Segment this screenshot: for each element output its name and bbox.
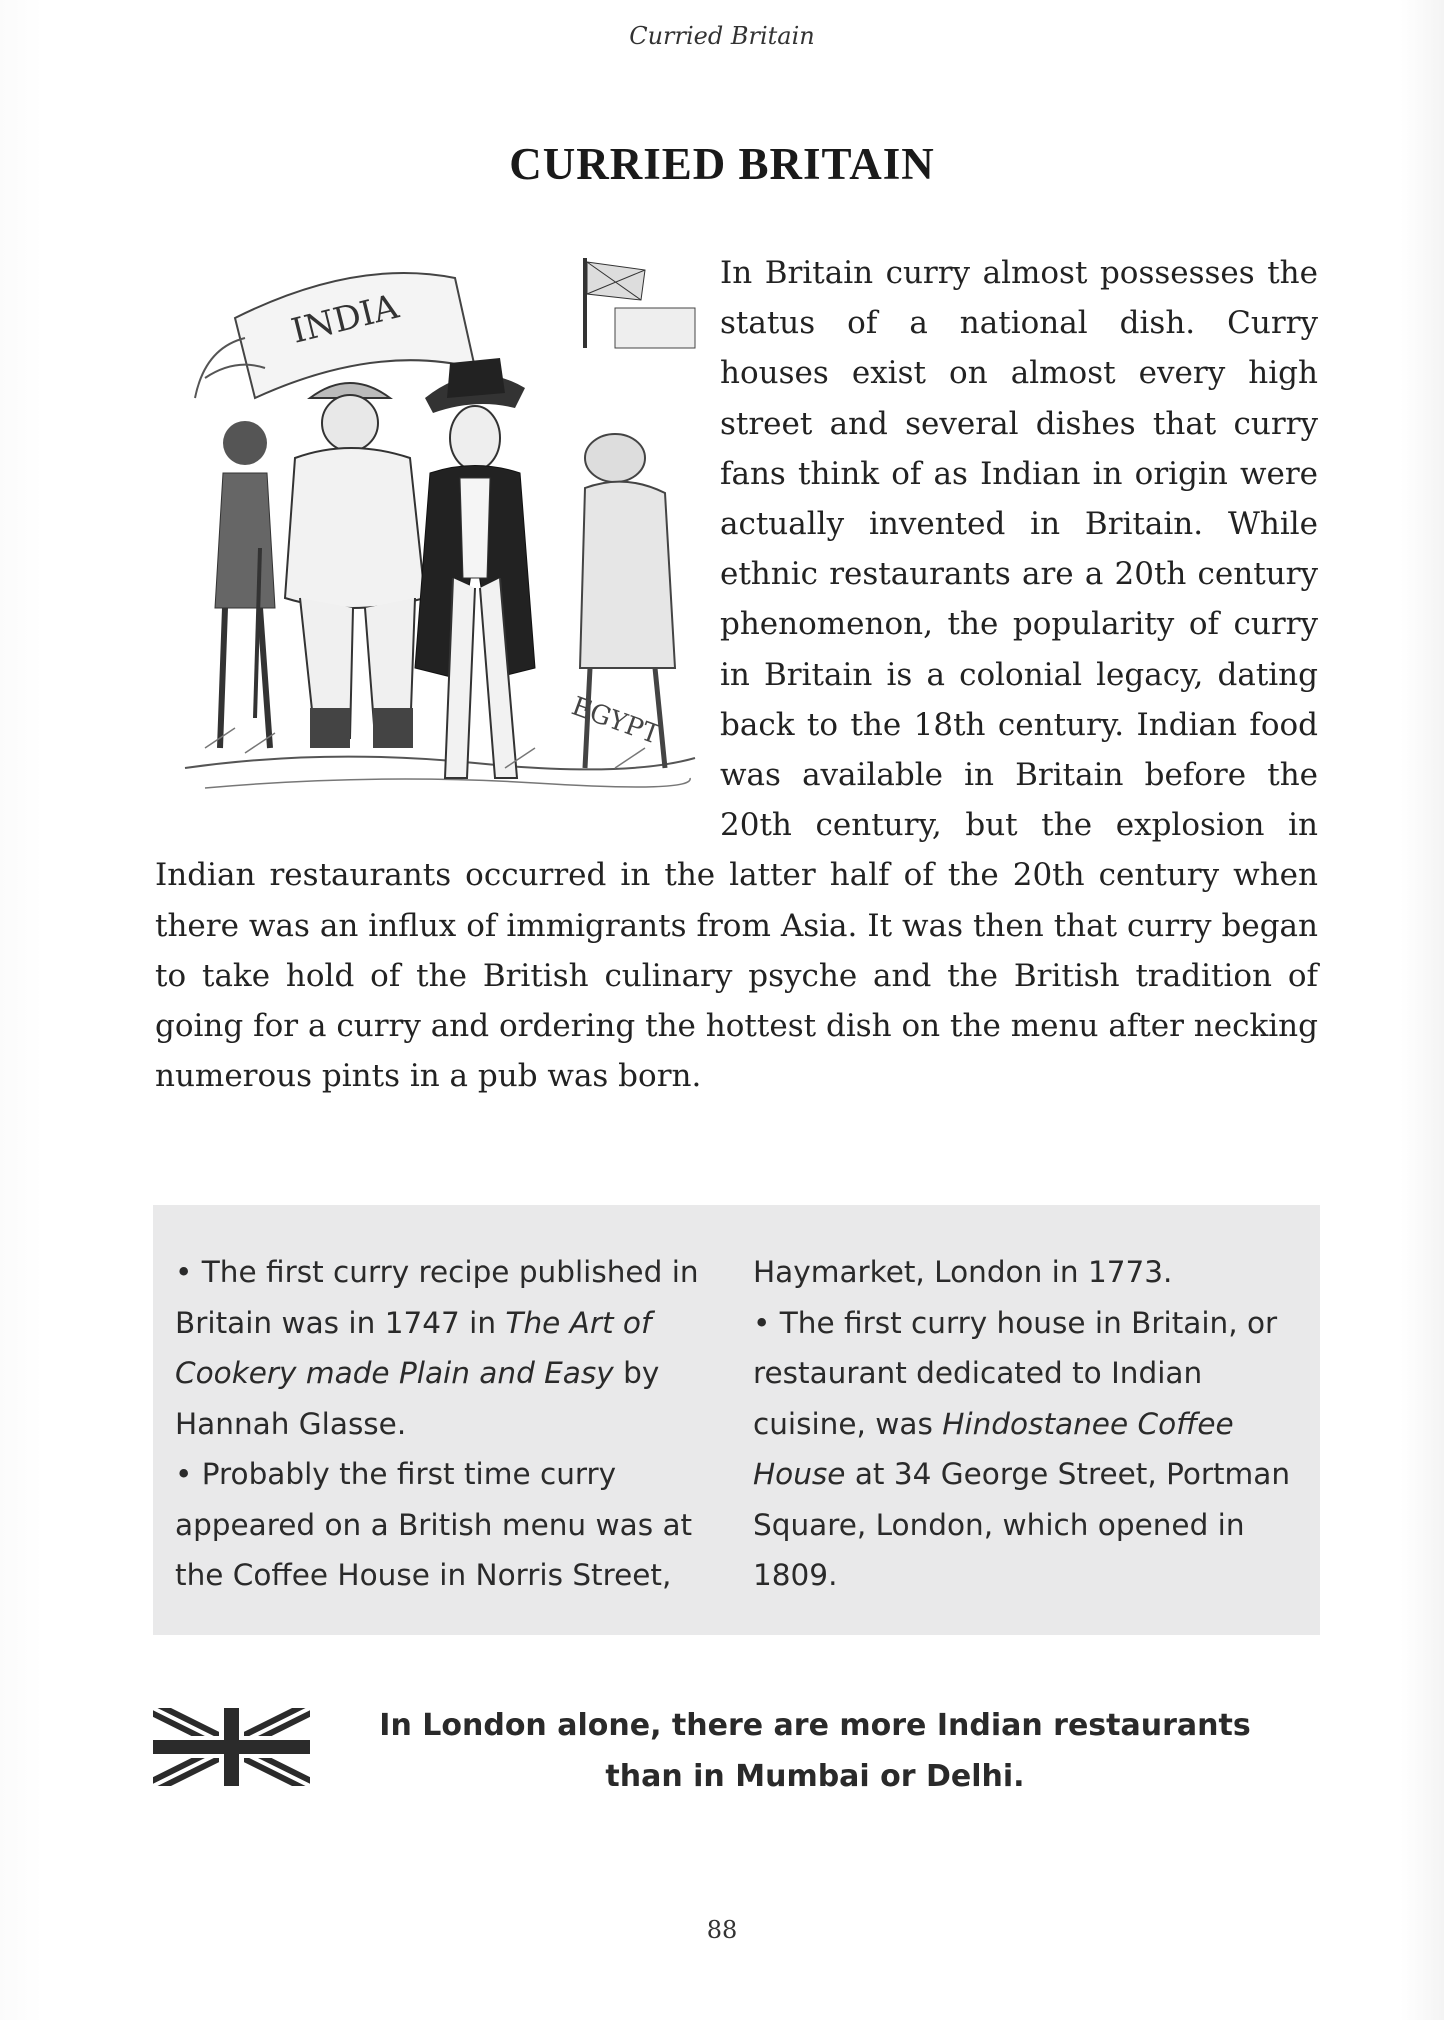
body-text-block — [155, 248, 1318, 1101]
fact-item: • Probably the first time curry appeared on a British menu was at the Coffee House in Norris Street, — [175, 1457, 693, 1592]
page-number: 88 — [706, 1916, 738, 1944]
facts-box — [153, 1205, 1320, 1635]
fact-item: • The first curry recipe published in Britain was in 1747 in The Art of Cookery made Plain and Easy by Hannah Glasse. — [175, 1255, 699, 1441]
colonial-cartoon-illustration — [155, 248, 720, 815]
facts-column-right — [753, 1247, 1313, 1601]
fact-item-continued: Haymarket, London in 1773. — [753, 1255, 1173, 1289]
book-title: The Art of Cookery made Plain and Easy — [175, 1305, 652, 1390]
running-head: Curried Britain — [629, 22, 815, 50]
restaurant-name: Hindostanee Coffee House — [753, 1406, 1234, 1491]
cartoon-drawing — [175, 248, 700, 808]
facts-column-left — [175, 1247, 735, 1601]
body-paragraph: In Britain curry almost possesses the status of a national dish. Curry houses exist on almost every high street and several dishes that curry fans think of as Indian in origin were actually invented in Britain. While ethnic restaurants are a 20th century phenomenon, the popularity of curry in Britain is a colonial legacy, dating back to the 18th century. Indian food was available in Britain before the 20th century, but the explosion in Indian restaurants occurred in the latter half of the 20th century when there was an influx of immigrants from Asia. It was then that curry began to take hold of the British culinary psyche and the British tradition of going for a curry and ordering the hottest dish on the menu after necking numerous pints in a pub was born. — [155, 255, 1318, 1095]
callout-text: In London alone, there are more Indian restaurants than in Mumbai or Delhi. — [379, 1708, 1251, 1794]
page-title: CURRIED BRITAIN — [509, 139, 935, 189]
union-jack-icon — [153, 1708, 310, 1786]
india-label: INDIA — [287, 286, 403, 352]
fact-item: • The first curry house in Britain, or restaurant dedicated to Indian cuisine, was Hindostanee Coffee House at 34 George Street, Portman Square, London, which opened in 1809. — [753, 1305, 1291, 1592]
egypt-label: EGYPT — [567, 691, 664, 751]
